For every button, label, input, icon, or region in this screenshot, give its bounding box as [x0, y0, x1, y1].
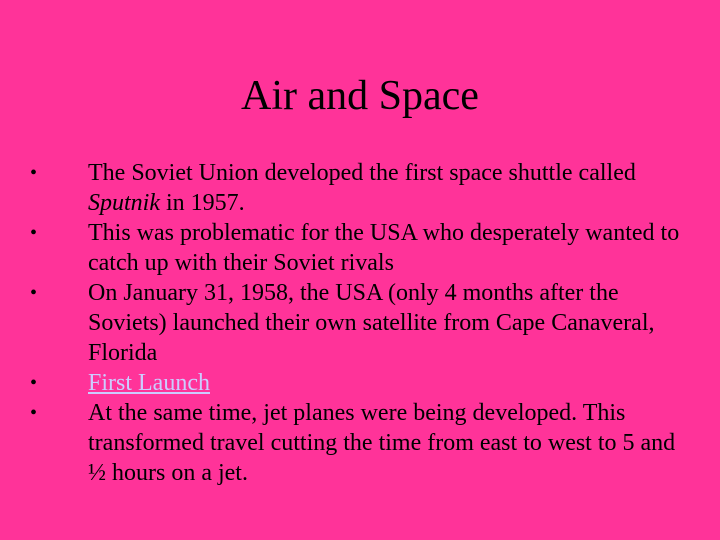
bullet-text-end: in 1957.	[160, 190, 245, 216]
bullet-icon: •	[30, 372, 38, 394]
bullet-text: On January 31, 1958, the USA (only 4 months after the Soviets) launched their own satellite from Cape Canaveral, Florida	[88, 280, 655, 366]
bullet-item-usa-problem	[30, 218, 680, 278]
bullet-text-italic: Sputnik	[88, 190, 160, 216]
bullet-icon: •	[30, 222, 38, 244]
bullet-icon: •	[30, 162, 38, 184]
bullet-text-start: The Soviet Union developed the first space shuttle called	[88, 160, 636, 186]
bullet-text: At the same time, jet planes were being developed. This transformed travel cutting the time from east to west to 5 and ½ hours on a jet.	[88, 400, 676, 486]
slide-title: Air and Space	[241, 73, 479, 119]
bullet-item-sputnik	[30, 158, 680, 218]
bullet-icon: •	[30, 282, 38, 304]
bullet-text: This was problematic for the USA who desperately wanted to catch up with their Soviet rivals	[88, 220, 680, 276]
bullet-item-jet-planes	[30, 398, 680, 488]
bullet-item-first-launch	[30, 368, 680, 398]
bullet-text	[88, 160, 636, 216]
bullet-icon: •	[30, 402, 38, 424]
bullet-item-usa-launch	[30, 278, 680, 368]
first-launch-link[interactable]: First Launch	[88, 370, 210, 396]
bullet-list	[30, 158, 680, 488]
